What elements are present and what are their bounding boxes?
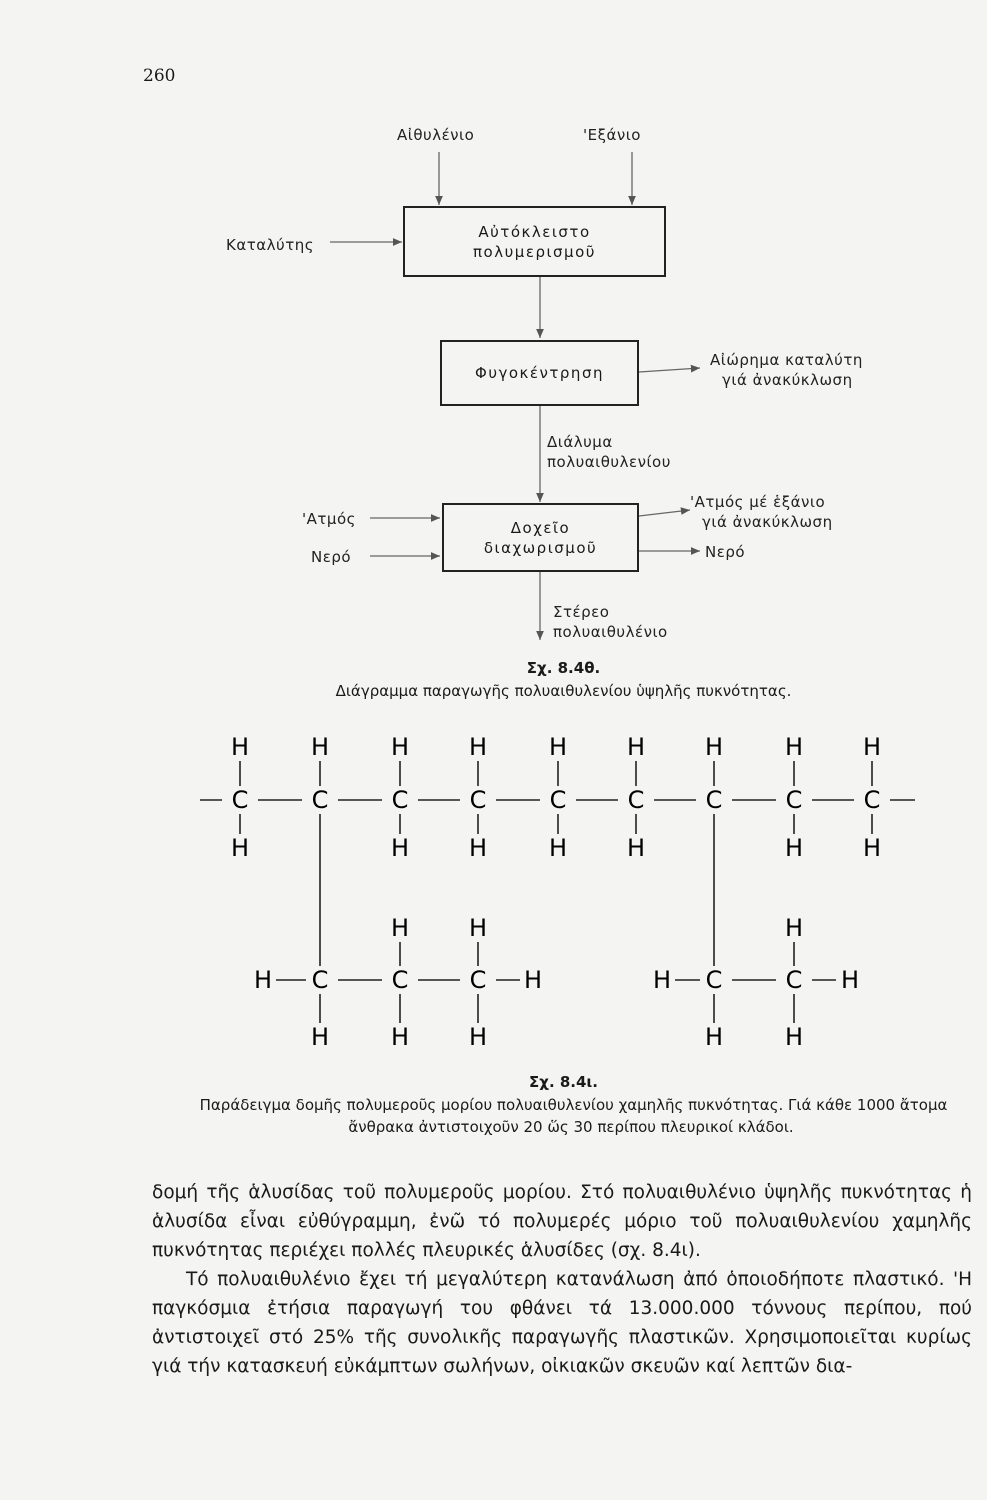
carbon-atom: C (627, 786, 645, 814)
solid-line-1: Στέρεο (553, 603, 610, 621)
carbon-atom: C (705, 786, 723, 814)
carbon-atom: C (391, 786, 409, 814)
fig1-caption: Διάγραμμα παραγωγῆς πολυαιθυλενίου ὑψηλῆς πυκνότητας. (335, 682, 792, 700)
label-hexane: 'Εξάνιο (583, 126, 641, 144)
carbon-atom: C (549, 786, 567, 814)
hydrogen-atom: H (626, 733, 646, 761)
carbon-atom: C (469, 786, 487, 814)
fig2-caption-1: Παράδειγμα δομῆς πολυμεροῦς μορίου πολυαιθυλενίου χαμηλῆς πυκνότητας. Γιά κάθε 1000 ἄτομα (199, 1096, 948, 1114)
carbon-atom: C (391, 966, 409, 994)
label-catalyst-suspension (710, 350, 863, 390)
label-steam-hexane-out (690, 492, 833, 532)
body-paragraph-2: Τό πολυαιθυλένιο ἔχει τή μεγαλύτερη κατανάλωση ἀπό ὁποιοδήποτε πλαστικό. 'Η παγκόσμια ἐτήσια παραγωγή του φθάνει τά 13.000.000 τόννους περίπου, πού ἀντιστοιχεῖ στό 25% τῆς συνολικῆς παραγωγῆς πλαστικῶν. Χρησιμοποιεῖται κυρίως γιά τήν κατασκευή εὐκάμπτων σωλήνων, οἰκιακῶν σκευῶν καί λεπτῶν δια- (152, 1269, 972, 1377)
carbon-atom: C (705, 966, 723, 994)
fig2-caption-2: ἄνθρακα ἀντιστοιχοῦν 20 ὥς 30 περίπου πλευρικοί κλάδοι. (348, 1118, 794, 1136)
autoclave-line-2: πολυμερισμοῦ (473, 242, 596, 261)
solution-line-1: Διάλυμα (547, 433, 613, 451)
catalyst-suspension-line-1: Αἰώρημα καταλύτη (710, 351, 863, 369)
hydrogen-atom: H (652, 966, 672, 994)
solid-line-2: πολυαιθυλένιο (553, 623, 668, 641)
hydrogen-atom: H (310, 1023, 330, 1051)
body-paragraph-1: δομή τῆς ἁλυσίδας τοῦ πολυμεροῦς μορίου. Στό πολυαιθυλένιο ὑψηλῆς πυκνότητας ἡ ἁλυσίδα εἶναι εὐθύγραμμη, ἐνῶ τό πολυμερές μόριο τοῦ πολυαιθυλενίου χαμηλῆς πυκνότητας περιέχει πολλές πλευρικές ἁλυσίδες (σχ. 8.4ι). (152, 1182, 972, 1261)
page-number: 260 (143, 66, 176, 86)
solution-line-2: πολυαιθυλενίου (547, 453, 671, 471)
hydrogen-atom: H (390, 914, 410, 942)
hydrogen-atom: H (862, 733, 882, 761)
arrow-steam-out (639, 510, 690, 516)
hydrogen-atom: H (548, 733, 568, 761)
autoclave-line-1: Αὐτόκλειστο (478, 222, 591, 241)
hydrogen-atom: H (704, 733, 724, 761)
hydrogen-atom: H (704, 1023, 724, 1051)
box-separator (442, 503, 639, 572)
hydrogen-atom: H (523, 966, 543, 994)
fig1-number: Σχ. 8.4θ. (526, 659, 601, 677)
label-solution (547, 432, 671, 472)
carbon-atom: C (311, 966, 329, 994)
fig2-number: Σχ. 8.4ι. (529, 1073, 598, 1091)
hydrogen-atom: H (784, 914, 804, 942)
carbon-atom: C (311, 786, 329, 814)
hydrogen-atom: H (253, 966, 273, 994)
body-text (152, 1178, 972, 1381)
hydrogen-atom: H (784, 733, 804, 761)
steam-hexane-line-2: γιά ἀνακύκλωση (702, 513, 833, 531)
hydrogen-atom: H (548, 834, 568, 862)
separator-line-2: διαχωρισμοῦ (483, 538, 598, 557)
label-solid-polyethylene (553, 602, 668, 642)
label-water-in: Νερό (311, 548, 352, 566)
catalyst-suspension-line-2: γιά ἀνακύκλωση (722, 371, 853, 389)
hydrogen-atom: H (840, 966, 860, 994)
atoms (231, 733, 881, 1051)
carbon-atom: C (231, 786, 249, 814)
hydrogen-atom: H (784, 834, 804, 862)
hydrogen-atom: H (468, 733, 488, 761)
separator-line-1: Δοχεῖο (510, 518, 571, 537)
hydrogen-atom: H (862, 834, 882, 862)
centrifuge-label: Φυγοκέντρηση (475, 364, 604, 382)
hydrogen-atom: H (390, 1023, 410, 1051)
label-ethylene: Αἰθυλένιο (397, 126, 475, 144)
hydrogen-atom: H (230, 834, 250, 862)
box-autoclave (403, 206, 666, 277)
hydrogen-atom: H (626, 834, 646, 862)
hydrogen-atom: H (390, 733, 410, 761)
hydrogen-atom: H (784, 1023, 804, 1051)
label-steam-in: 'Ατμός (302, 510, 356, 528)
label-catalyst: Καταλύτης (226, 236, 315, 254)
hydrogen-atom: H (468, 1023, 488, 1051)
carbon-atom: C (785, 966, 803, 994)
polyethylene-structure (0, 720, 987, 1060)
steam-hexane-line-1: 'Ατμός μέ ἑξάνιο (690, 493, 826, 511)
hydrogen-atom: H (230, 733, 250, 761)
carbon-atom: C (863, 786, 881, 814)
label-water-out: Νερό (705, 543, 746, 561)
hydrogen-atom: H (468, 834, 488, 862)
hydrogen-atom: H (310, 733, 330, 761)
arrow-catalyst-out (639, 368, 700, 372)
carbon-atom: C (469, 966, 487, 994)
hydrogen-atom: H (390, 834, 410, 862)
hydrogen-atom: H (468, 914, 488, 942)
box-centrifuge (440, 340, 639, 406)
carbon-atom: C (785, 786, 803, 814)
